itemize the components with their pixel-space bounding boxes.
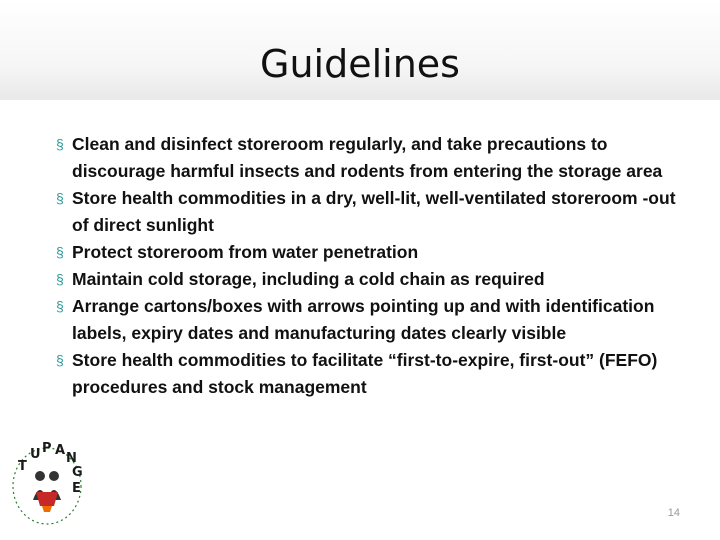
bullet-text: Clean and disinfect storeroom regularly, and take precautions to discourage harmful insects and rodents from entering the storage area — [72, 134, 663, 181]
logo-letter: T — [18, 459, 27, 474]
logo-letter: G — [72, 465, 83, 480]
bullet-item — [56, 347, 680, 401]
logo-figures-icon — [33, 471, 61, 512]
bullet-marker-icon: § — [56, 352, 64, 368]
tupange-logo — [6, 440, 88, 530]
logo-letter: A — [55, 443, 66, 458]
logo-letter: U — [30, 447, 41, 462]
bullet-marker-icon: § — [56, 190, 64, 206]
bullet-item — [56, 239, 680, 266]
bullet-text: Arrange cartons/boxes with arrows pointing up and with identification labels, expiry dates and manufacturing dates clearly visible — [72, 296, 655, 343]
logo-letter: P — [42, 441, 52, 456]
title-area — [0, 0, 720, 100]
logo-letter: N — [66, 451, 77, 466]
bullet-marker-icon: § — [56, 271, 64, 287]
bullet-marker-icon: § — [56, 136, 64, 152]
bullet-item — [56, 293, 680, 347]
bullet-item — [56, 131, 680, 185]
page-number: 14 — [667, 507, 680, 519]
slide-title: Guidelines — [260, 42, 460, 86]
bullet-item — [56, 185, 680, 239]
logo-letter: E — [72, 481, 81, 496]
bullet-text: Store health commodities in a dry, well-lit, well-ventilated storeroom -out of direct sunlight — [72, 188, 676, 235]
bullet-marker-icon: § — [56, 244, 64, 260]
bullet-text: Store health commodities to facilitate “first-to-expire, first-out” (FEFO) procedures and stock management — [72, 350, 658, 397]
bullet-list — [56, 131, 680, 401]
bullet-item — [56, 266, 680, 293]
bullet-text: Maintain cold storage, including a cold chain as required — [72, 269, 545, 289]
bullet-text: Protect storeroom from water penetration — [72, 242, 419, 262]
bullet-marker-icon: § — [56, 298, 64, 314]
